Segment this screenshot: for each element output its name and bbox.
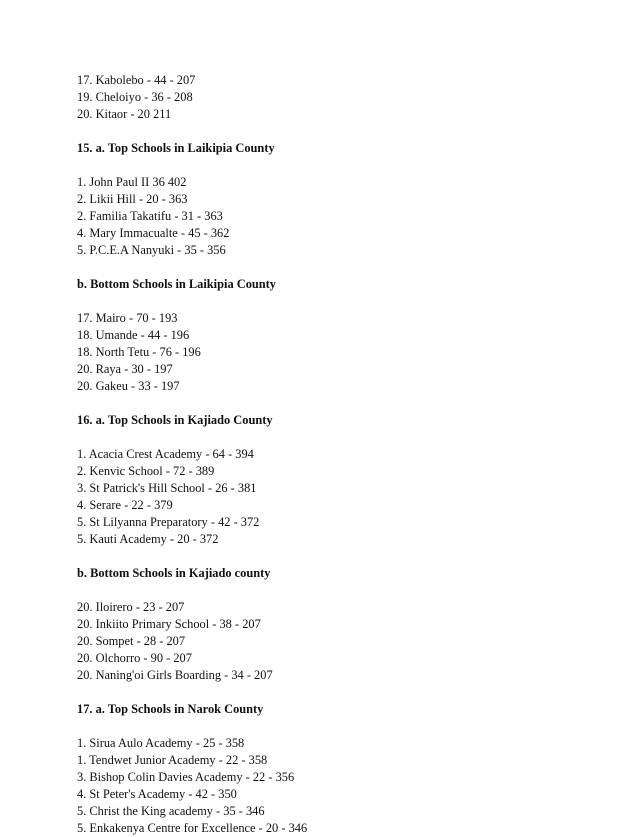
- school-list: [77, 72, 597, 123]
- list-item: 5. Christ the King academy - 35 - 346: [77, 804, 265, 818]
- list-item: 20. Raya - 30 - 197: [77, 362, 173, 376]
- school-list: [77, 446, 597, 548]
- list-item: 3. St Patrick's Hill School - 26 - 381: [77, 481, 257, 495]
- list-item: 3. Bishop Colin Davies Academy - 22 - 356: [77, 770, 295, 784]
- list-item: 1. Sirua Aulo Academy - 25 - 358: [77, 736, 245, 750]
- list-item: 20. Sompet - 28 - 207: [77, 634, 186, 648]
- section-heading: 16. a. Top Schools in Kajiado County: [77, 413, 273, 427]
- section-heading: 17. a. Top Schools in Narok County: [77, 702, 264, 716]
- list-item: 4. St Peter's Academy - 42 - 350: [77, 787, 237, 801]
- school-list: [77, 310, 597, 395]
- list-item: 20. Inkiito Primary School - 38 - 207: [77, 617, 261, 631]
- list-item: 20. Olchorro - 90 - 207: [77, 651, 192, 665]
- list-item: 5. Kauti Academy - 20 - 372: [77, 532, 219, 546]
- section-heading: b. Bottom Schools in Laikipia County: [77, 277, 276, 291]
- school-list: [77, 174, 597, 259]
- list-item: 5. P.C.E.A Nanyuki - 35 - 356: [77, 243, 226, 257]
- list-item: 19. Cheloiyo - 36 - 208: [77, 90, 193, 104]
- list-item: 1. Tendwet Junior Academy - 22 - 358: [77, 753, 268, 767]
- list-item: 1. John Paul II 36 402: [77, 175, 187, 189]
- list-item: 17. Mairo - 70 - 193: [77, 311, 178, 325]
- list-item: 1. Acacia Crest Academy - 64 - 394: [77, 447, 254, 461]
- section-heading: 15. a. Top Schools in Laikipia County: [77, 141, 275, 155]
- list-item: 5. St Lilyanna Preparatory - 42 - 372: [77, 515, 260, 529]
- list-item: 20. Gakeu - 33 - 197: [77, 379, 180, 393]
- document-page: [77, 72, 597, 837]
- list-item: 18. North Tetu - 76 - 196: [77, 345, 201, 359]
- section-heading: b. Bottom Schools in Kajiado county: [77, 566, 271, 580]
- list-item: 20. Iloirero - 23 - 207: [77, 600, 185, 614]
- list-item: 20. Kitaor - 20 211: [77, 107, 172, 121]
- school-list: [77, 599, 597, 684]
- list-item: 2. Familia Takatifu - 31 - 363: [77, 209, 223, 223]
- list-item: 18. Umande - 44 - 196: [77, 328, 190, 342]
- list-item: 4. Serare - 22 - 379: [77, 498, 173, 512]
- school-list: [77, 735, 597, 837]
- list-item: 17. Kabolebo - 44 - 207: [77, 73, 196, 87]
- list-item: 2. Kenvic School - 72 - 389: [77, 464, 215, 478]
- list-item: 2. Likii Hill - 20 - 363: [77, 192, 188, 206]
- list-item: 4. Mary Immacualte - 45 - 362: [77, 226, 230, 240]
- list-item: 5. Enkakenya Centre for Excellence - 20 - 346: [77, 821, 308, 835]
- list-item: 20. Naning'oi Girls Boarding - 34 - 207: [77, 668, 273, 682]
